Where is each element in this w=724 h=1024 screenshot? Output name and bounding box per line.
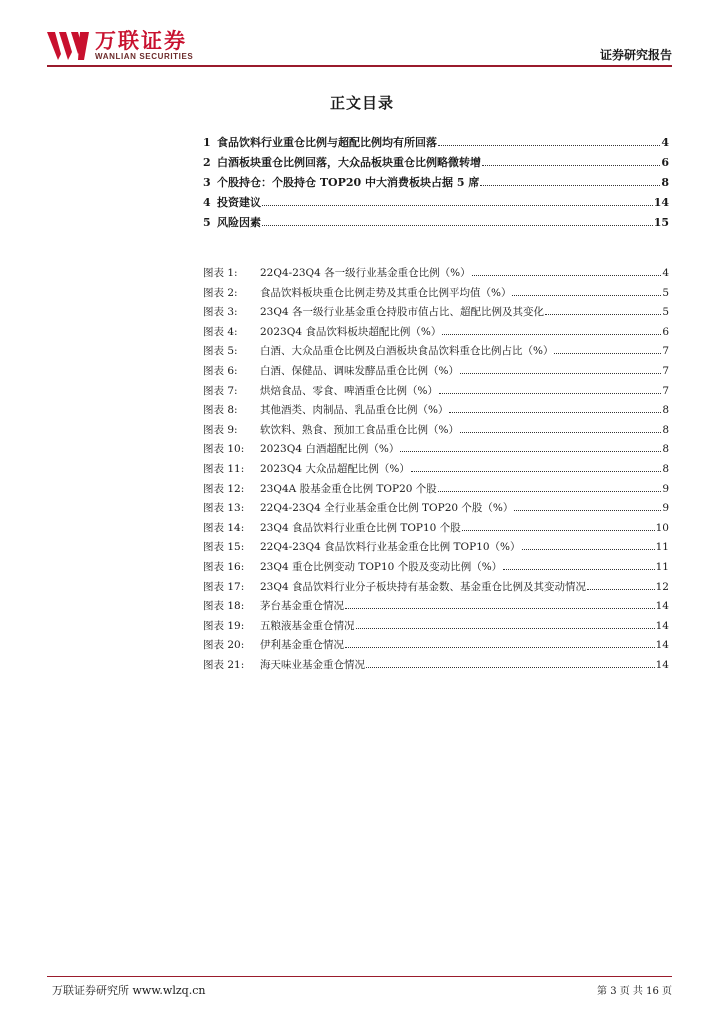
figure-title: 烘焙食品、零食、啤酒重仓比例（%） [260,384,438,397]
figure-page: 12 [655,580,669,593]
toc-number: 5 [203,216,211,229]
figure-label: 图表 6: [203,364,238,377]
figure-page: 4 [662,267,669,279]
figure-entry[interactable] [203,402,669,422]
footer-divider [47,976,672,977]
page-header [47,30,672,66]
figure-title: 食品饮料板块重仓比例走势及其重仓比例平均值（%） [260,286,512,299]
figure-page: 8 [662,462,669,475]
figure-entry[interactable] [203,579,669,599]
figure-page: 10 [655,521,669,534]
figure-title: 23Q4 食品饮料行业分子板块持有基金数、基金重仓比例及其变动情况 [260,580,586,593]
toc-page: 15 [653,216,669,229]
figure-title: 2023Q4 白酒超配比例（%） [260,443,400,456]
figure-page: 5 [662,286,669,299]
figure-entry[interactable] [203,363,669,383]
logo-english-name: WANLIAN SECURITIES [95,52,194,61]
figure-label: 图表 1: [203,267,238,279]
page-title: 正文目录 [329,94,394,112]
figure-page: 11 [655,560,669,573]
toc-title: 食品饮料行业重仓比例与超配比例均有所回落 [217,136,437,149]
figure-page: 7 [662,364,669,377]
figure-entry[interactable] [203,598,669,618]
dot-leader [480,185,660,186]
dot-leader [438,145,660,146]
figure-page: 14 [655,658,669,671]
figure-entry[interactable] [203,637,669,657]
figure-title: 白酒、大众品重仓比例及白酒板块食品饮料重仓比例占比（%） [260,345,554,358]
figure-title: 海天味业基金重仓情况 [260,658,365,671]
figure-entry[interactable] [203,383,669,403]
dot-leader [482,165,660,166]
dot-leader [503,569,654,570]
figure-title: 其他酒类、肉制品、乳品重仓比例（%） [260,404,449,417]
figure-label: 图表 4: [203,325,238,338]
dot-leader [460,432,661,433]
figure-label: 图表 14: [203,521,245,534]
figure-label: 图表 2: [203,286,238,299]
figure-label: 图表 15: [203,541,245,554]
figure-page: 5 [662,306,669,319]
figure-label: 图表 12: [203,482,245,495]
logo-chinese-name: 万联证券 [95,29,187,53]
figure-title: 白酒、保健品、调味发酵品重仓比例（%） [260,364,459,377]
figure-entry[interactable] [203,481,669,501]
toc-number: 2 [203,156,211,169]
toc-entry[interactable] [203,194,669,214]
figure-entry[interactable] [203,285,669,305]
dot-leader [439,393,661,394]
dot-leader [449,412,661,413]
toc-title: 风险因素 [217,216,261,229]
dot-leader [438,491,662,492]
dot-leader [345,608,655,609]
figure-title: 22Q4-23Q4 各一级行业基金重仓比例（%） [260,267,471,279]
figure-label: 图表 8: [203,404,238,417]
figure-entry[interactable] [203,343,669,363]
figure-label: 图表 13: [203,502,245,515]
toc-page: 8 [661,176,669,189]
table-of-contents [203,134,669,234]
figure-label: 图表 21: [203,658,245,671]
figure-page: 6 [662,325,669,338]
figure-page: 7 [662,345,669,358]
toc-page: 4 [661,136,669,149]
figure-entry[interactable] [203,520,669,540]
dot-leader [512,295,661,296]
figure-page: 14 [655,639,669,652]
company-logo [47,30,193,62]
figure-entry[interactable] [203,539,669,559]
dot-leader [587,589,655,590]
figure-entry[interactable] [203,304,669,324]
figure-page: 8 [662,443,669,456]
dot-leader [366,667,655,668]
figure-entry[interactable] [203,657,669,677]
dot-leader [356,628,655,629]
dot-leader [345,647,655,648]
figure-page: 9 [662,482,669,495]
figure-title: 茅台基金重仓情况 [260,600,344,613]
figure-title: 23Q4 重仓比例变动 TOP10 个股及变动比例（%） [260,560,503,573]
toc-title: 个股持仓：个股持仓 TOP20 中大消费板块占据 5 席 [217,176,480,189]
figure-page: 8 [662,404,669,417]
figure-title: 2023Q4 大众品超配比例（%） [260,462,410,475]
figure-title: 22Q4-23Q4 食品饮料行业基金重仓比例 TOP10（%） [260,541,521,554]
figure-entry[interactable] [203,461,669,481]
dot-leader [514,510,661,511]
dot-leader [522,549,655,550]
figure-entry[interactable] [203,422,669,442]
figure-label: 图表 10: [203,443,245,456]
wanlian-logo-icon [47,30,91,62]
toc-number: 1 [203,136,211,149]
figure-label: 图表 19: [203,619,245,632]
figure-label: 图表 11: [203,462,245,475]
figure-title: 23Q4 食品饮料行业重仓比例 TOP10 个股 [260,521,461,534]
figure-label: 图表 7: [203,384,238,397]
figure-label: 图表 16: [203,560,245,573]
toc-entry[interactable] [203,154,669,174]
figure-label: 图表 18: [203,600,245,613]
toc-title: 白酒板块重仓比例回落，大众品板块重仓比例略微转增 [217,156,481,169]
figure-page: 9 [662,502,669,515]
figure-page: 14 [655,619,669,632]
toc-entry[interactable] [203,134,669,154]
figure-title: 软饮料、熟食、预加工食品重仓比例（%） [260,423,459,436]
figure-label: 图表 3: [203,306,238,319]
figure-title: 2023Q4 食品饮料板块超配比例（%） [260,325,442,338]
footer-source: 万联证券研究所 www.wlzq.cn [52,984,206,997]
figure-entry[interactable] [203,265,669,285]
toc-page: 6 [661,156,669,169]
document-type: 证券研究报告 [599,48,672,62]
figure-label: 图表 20: [203,639,245,652]
dot-leader [411,471,661,472]
dot-leader [262,225,653,226]
toc-number: 3 [203,176,211,189]
figure-entry[interactable] [203,559,669,579]
header-divider [47,65,672,67]
figure-title: 23Q4A 股基金重仓比例 TOP20 个股 [260,482,437,495]
dot-leader [262,205,653,206]
dot-leader [472,275,662,276]
figure-entry[interactable] [203,618,669,638]
figure-title: 伊利基金重仓情况 [260,639,344,652]
toc-number: 4 [203,196,211,209]
dot-leader [460,373,661,374]
figure-page: 8 [662,423,669,436]
figure-list [203,265,669,676]
figure-title: 23Q4 各一级行业基金重仓持股市值占比、超配比例及其变化 [260,306,544,319]
figure-label: 图表 5: [203,345,238,358]
figure-label: 图表 9: [203,423,238,436]
dot-leader [545,314,661,315]
figure-page: 14 [655,600,669,613]
toc-title: 投资建议 [217,196,261,209]
figure-page: 11 [655,541,669,554]
figure-title: 五粮液基金重仓情况 [260,619,355,632]
figure-entry[interactable] [203,324,669,344]
figure-page: 7 [662,384,669,397]
toc-entry[interactable] [203,174,669,194]
dot-leader [462,530,655,531]
dot-leader [400,451,661,452]
figure-entry[interactable] [203,441,669,461]
toc-page: 14 [653,196,669,209]
figure-entry[interactable] [203,500,669,520]
figure-title: 22Q4-23Q4 全行业基金重仓比例 TOP20 个股（%） [260,502,514,515]
dot-leader [554,353,661,354]
figure-label: 图表 17: [203,580,245,593]
toc-entry[interactable] [203,214,669,234]
dot-leader [442,334,661,335]
page-number: 第 3 页 共 16 页 [597,986,672,997]
